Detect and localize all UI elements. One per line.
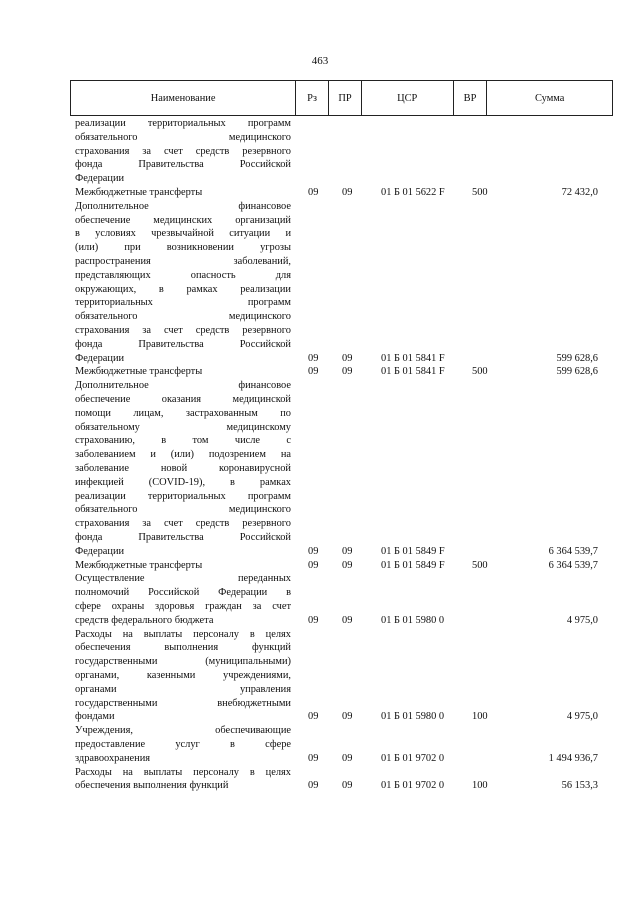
row-csr: 01 Б 01 5849 F [381, 545, 445, 557]
row-rz: 09 [308, 752, 319, 764]
row-name-line: страхования за счет средств резервного [75, 324, 291, 336]
row-vr: 100 [472, 780, 488, 792]
row-sum: 4 975,0 [566, 711, 598, 723]
row-name-line: Федерации [75, 545, 125, 557]
table-header [70, 80, 613, 116]
row-name-line: реализации территориальных программ [75, 490, 291, 502]
row-name-line: Дополнительное финансовое [75, 200, 291, 212]
table-row [0, 628, 640, 725]
row-name-line: территориальных программ [75, 297, 291, 309]
row-name [75, 200, 291, 366]
row-name-line: Дополнительное финансовое [75, 380, 291, 392]
row-csr: 01 Б 01 9702 0 [381, 780, 445, 792]
row-name-line: Расходы на выплаты персоналу в целях [75, 766, 291, 778]
table-row [0, 379, 640, 558]
row-name-line: государственными внебюджетными [75, 697, 291, 709]
row-name [75, 628, 291, 725]
row-name-line: обеспечения выполнения функций [75, 642, 291, 654]
row-name-line: заболевание новой коронавирусной [75, 462, 291, 474]
row-name-line: фонда Правительства Российской [75, 531, 291, 543]
table-row [0, 200, 640, 366]
row-rz: 09 [308, 366, 319, 378]
row-sum: 56 153,3 [561, 780, 598, 792]
table-row [0, 766, 640, 794]
row-name-line: здравоохранения [75, 752, 151, 764]
row-name [75, 766, 291, 794]
row-name-line: Федерации [75, 173, 125, 185]
header-pr: ПР [329, 81, 362, 115]
table-body [0, 117, 640, 793]
header-name: Наименование [71, 81, 296, 115]
row-sum: 6 364 539,7 [548, 545, 598, 557]
table-row [0, 572, 640, 627]
row-csr: 01 Б 01 9702 0 [381, 752, 445, 764]
row-vr: 500 [472, 559, 488, 571]
row-csr: 01 Б 01 5841 F [381, 366, 445, 378]
row-sum: 599 628,6 [556, 366, 598, 378]
row-pr: 09 [342, 366, 353, 378]
row-name-line: фонда Правительства Российской [75, 338, 291, 350]
row-pr: 09 [342, 752, 353, 764]
row-sum: 4 975,0 [566, 614, 598, 626]
row-name-line: предоставление услуг в сфере [75, 738, 291, 750]
row-pr: 09 [342, 780, 353, 792]
row-name-line: обеспечения выполнения функций [75, 780, 229, 792]
row-sum: 1 494 936,7 [548, 752, 598, 764]
row-name-line: инфекцией (COVID-19), в рамках [75, 476, 291, 488]
row-name-line: в условиях чрезвычайной ситуации и [75, 228, 291, 240]
row-name-line: Расходы на выплаты персоналу в целях [75, 628, 291, 640]
row-csr: 01 Б 01 5980 0 [381, 614, 445, 626]
row-name [75, 365, 291, 379]
table-row [0, 559, 640, 573]
page-number: 463 [311, 55, 329, 67]
row-rz: 09 [308, 559, 319, 571]
row-name-line: государственными (муниципальными) [75, 656, 291, 668]
row-name-line: обеспечение медицинских организаций [75, 214, 291, 226]
row-name-line: обязательному медицинскому [75, 421, 291, 433]
header-sum: Сумма [534, 92, 565, 104]
row-name-line: обязательного медицинского [75, 311, 291, 323]
row-name-line: сфере охраны здоровья граждан за счет [75, 600, 291, 612]
row-name [75, 117, 291, 186]
row-name-line: помощи лицам, застрахованным по [75, 407, 291, 419]
row-name-line: заболеванием и (или) подозрением на [75, 449, 291, 461]
row-name-line: страхования за счет средств резервного [75, 518, 291, 530]
row-csr: 01 Б 01 5622 F [381, 187, 445, 198]
row-pr: 09 [342, 187, 353, 198]
row-name [75, 379, 291, 558]
row-name-line: Межбюджетные трансферты [75, 187, 203, 198]
row-name-line: органами, казенными учреждениями, [75, 669, 291, 681]
row-pr: 09 [342, 352, 353, 364]
row-rz: 09 [308, 780, 319, 792]
row-name [75, 186, 291, 200]
row-name-line: Межбюджетные трансферты [75, 366, 203, 378]
row-pr: 09 [342, 614, 353, 626]
row-rz: 09 [308, 711, 319, 723]
row-name-line: средств федерального бюджета [75, 614, 214, 626]
row-name-line: Осуществление переданных [75, 573, 291, 585]
row-name [75, 559, 291, 573]
table-row [0, 117, 640, 186]
row-name-line: Федерации [75, 352, 125, 364]
table-row [0, 365, 640, 379]
row-pr: 09 [342, 711, 353, 723]
header-vr: ВР [454, 81, 488, 115]
row-vr: 100 [472, 711, 488, 723]
row-name-line: обеспечение оказания медицинской [75, 393, 291, 405]
row-name-line: страхования за счет средств резервного [75, 145, 291, 157]
row-name [75, 572, 291, 627]
table-row [0, 724, 640, 765]
row-csr: 01 Б 01 5849 F [381, 559, 445, 571]
row-name-line: (или) при возникновении угрозы [75, 242, 291, 254]
row-rz: 09 [308, 614, 319, 626]
row-name-line: Межбюджетные трансферты [75, 559, 203, 571]
header-csr: ЦСР [362, 81, 454, 115]
row-name-line: фондами [75, 711, 115, 723]
row-sum: 599 628,6 [556, 352, 598, 364]
row-name-line: органами управления [75, 683, 291, 695]
row-sum: 6 364 539,7 [548, 559, 598, 571]
row-name-line: Учреждения, обеспечивающие [75, 725, 291, 737]
row-name-line: представляющих опасность для [75, 269, 291, 281]
row-name-line: обязательного медицинского [75, 504, 291, 516]
row-name-line: окружающих, в рамках реализации [75, 283, 291, 295]
row-pr: 09 [342, 545, 353, 557]
header-rz: Рз [296, 81, 329, 115]
row-vr: 500 [472, 366, 488, 378]
row-csr: 01 Б 01 5980 0 [381, 711, 445, 723]
row-name-line: распространения заболеваний, [75, 255, 291, 267]
row-rz: 09 [308, 187, 319, 198]
row-name-line: страхованию, в том числе с [75, 435, 291, 447]
row-rz: 09 [308, 352, 319, 364]
row-name-line: реализации территориальных программ [75, 118, 291, 129]
row-name-line: фонда Правительства Российской [75, 159, 291, 171]
row-rz: 09 [308, 545, 319, 557]
row-pr: 09 [342, 559, 353, 571]
row-vr: 500 [472, 187, 488, 198]
row-sum: 72 432,0 [561, 187, 598, 198]
row-name [75, 724, 291, 765]
table-row [0, 186, 640, 200]
row-name-line: обязательного медицинского [75, 131, 291, 143]
row-name-line: полномочий Российской Федерации в [75, 587, 291, 599]
row-csr: 01 Б 01 5841 F [381, 352, 445, 364]
